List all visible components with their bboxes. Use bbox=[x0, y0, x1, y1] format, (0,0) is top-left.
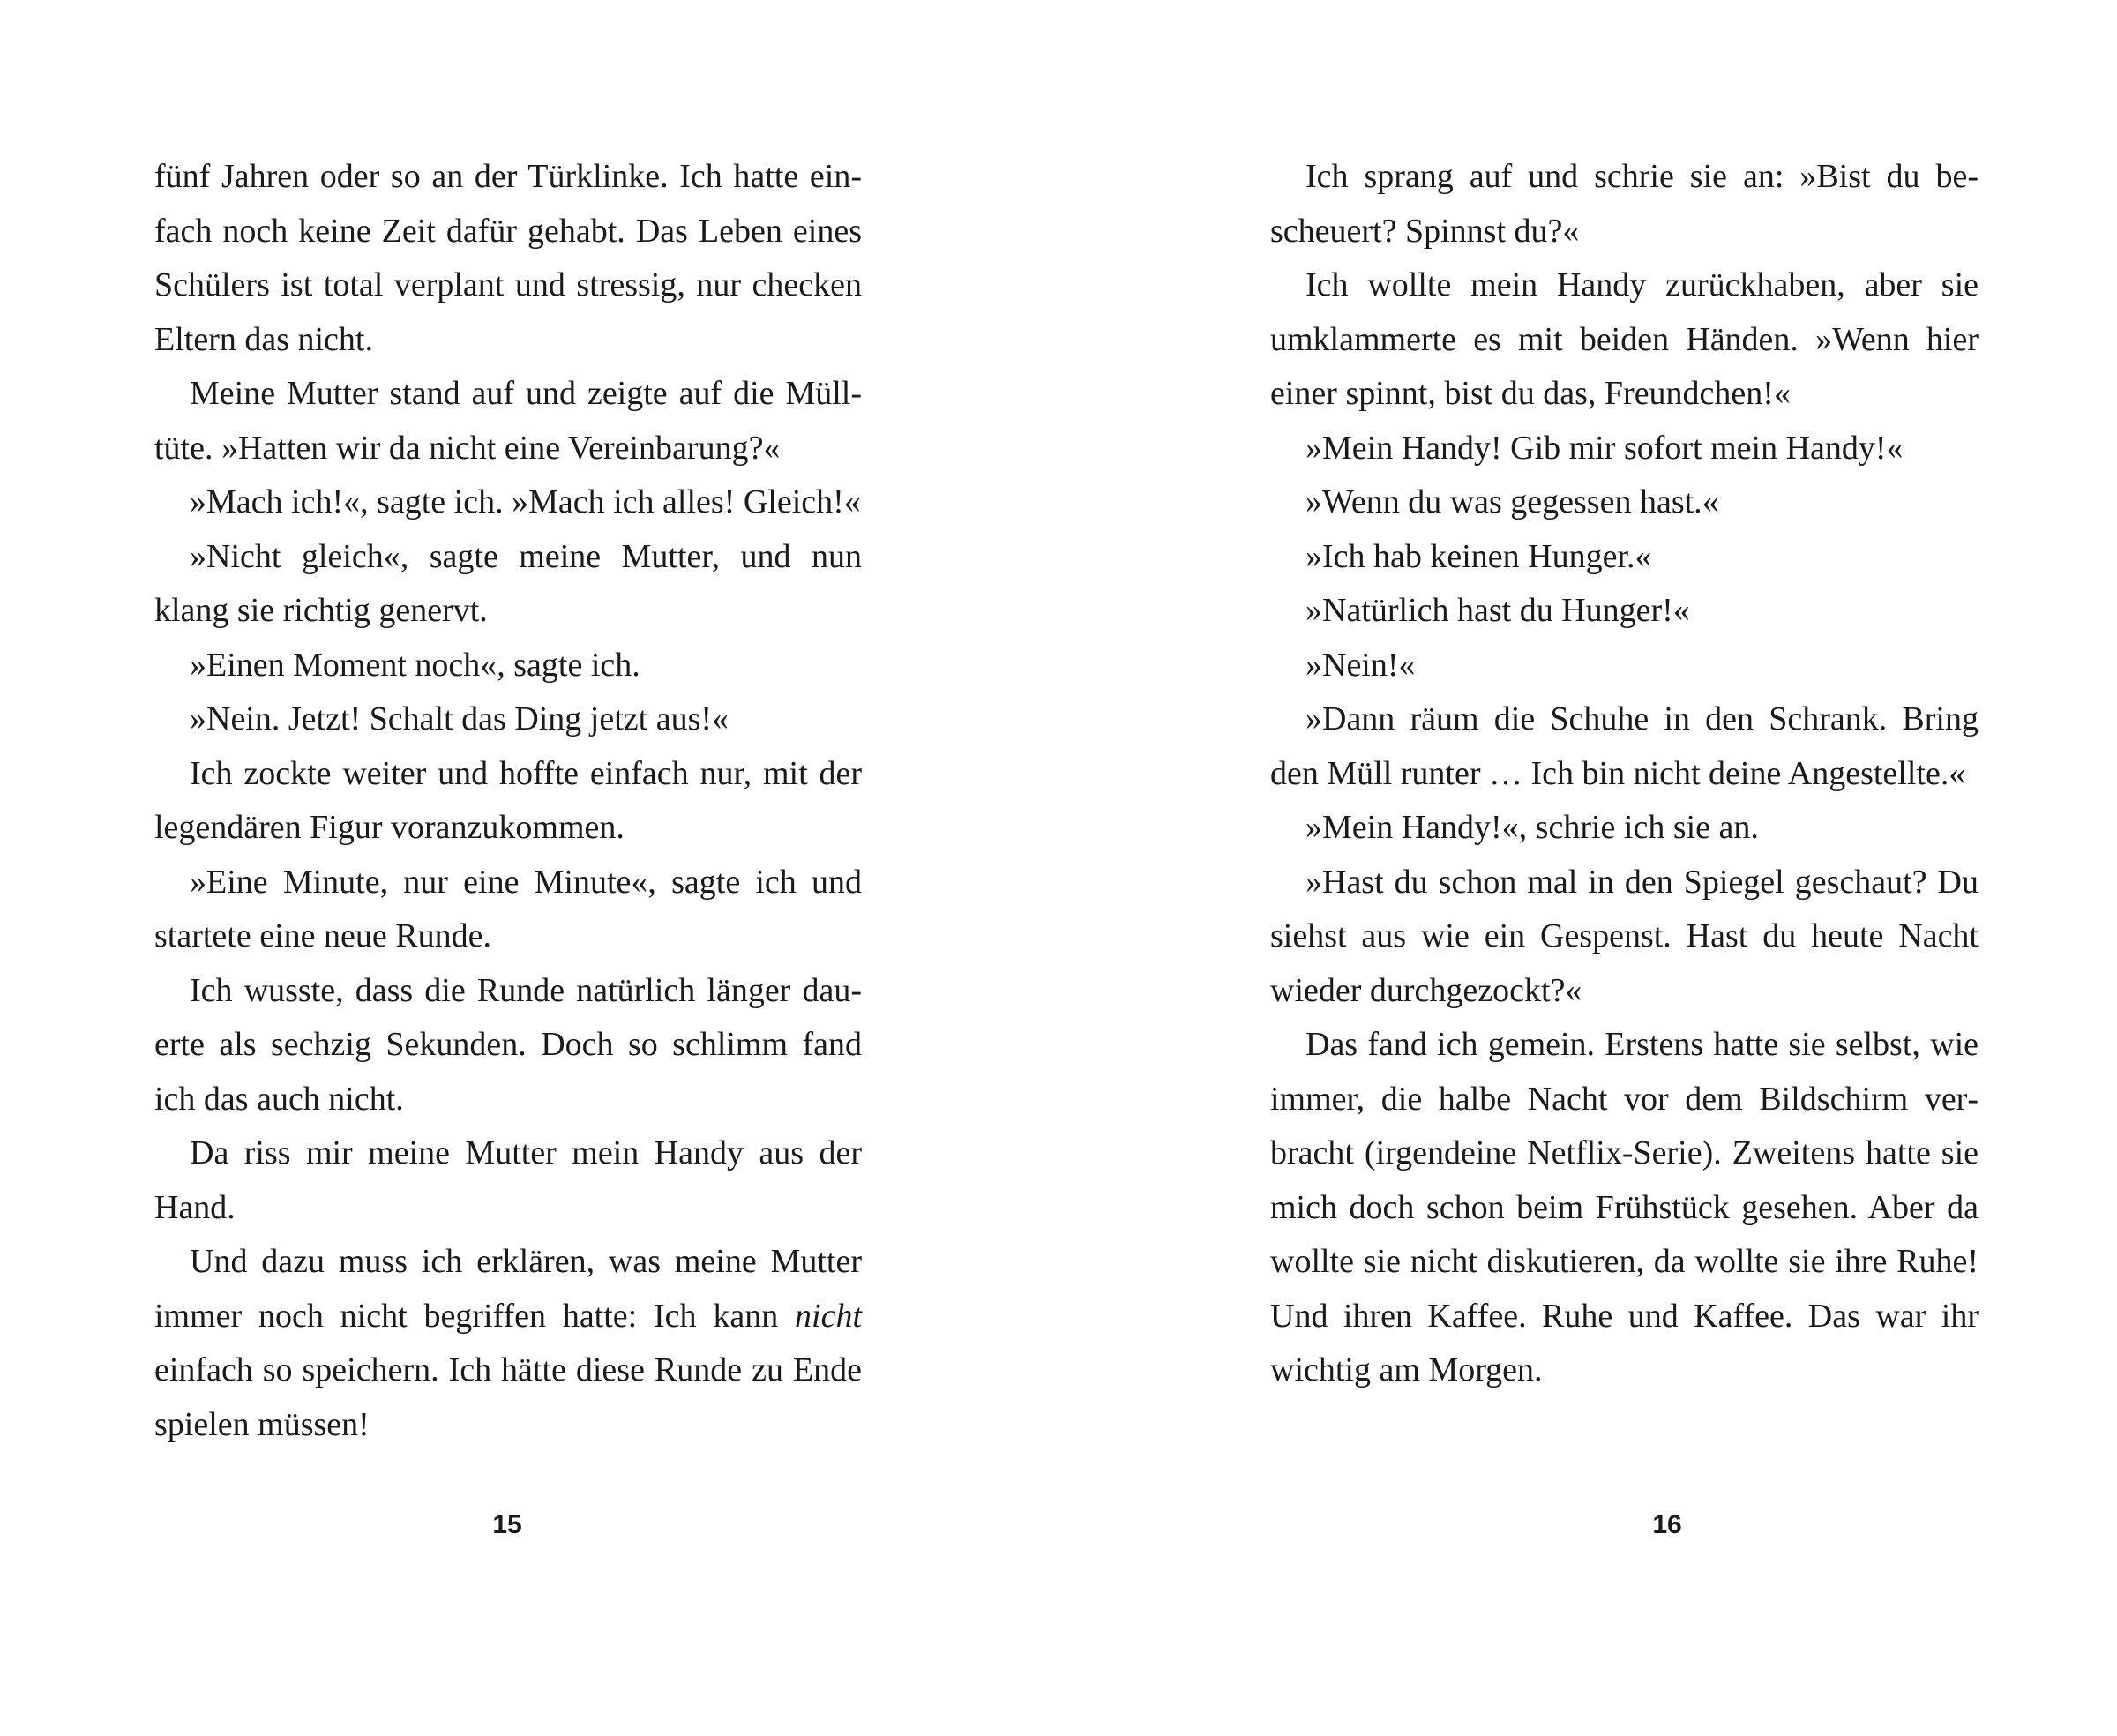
paragraph: Meine Mutter stand auf und zeigte auf die Mülltüte. »Hatten wir da nicht eine Vereinbarung?« bbox=[154, 375, 862, 467]
right-page bbox=[1058, 0, 2117, 1736]
page-number-left: 15 bbox=[492, 1510, 522, 1539]
paragraph: Ich wusste, dass die Runde natürlich länger dauerte als sechzig Sekunden. Doch so schlimm fand ich das auch nicht. bbox=[154, 971, 862, 1118]
paragraph: »Mein Handy! Gib mir sofort mein Handy!« bbox=[1305, 429, 1904, 467]
paragraph-with-emphasis bbox=[154, 1235, 862, 1452]
paragraph: Ich zockte weiter und hoffte einfach nur, mit der legendären Figur voranzukommen. bbox=[154, 754, 862, 846]
paragraph-text-before: Und dazu muss ich erklären, was meine Mutter immer noch nicht begriffen hatte: Ich kann bbox=[154, 1243, 862, 1335]
right-page-text bbox=[1270, 150, 1979, 1398]
paragraph: »Einen Moment noch«, sagte ich. bbox=[190, 646, 640, 684]
paragraph: »Nicht gleich«, sagte meine Mutter, und nun klang sie richtig genervt. bbox=[154, 537, 862, 629]
paragraph: »Natürlich hast du Hunger!« bbox=[1305, 592, 1690, 629]
paragraph-text-after: einfach so speichern. Ich hätte diese Runde zu Ende spielen müssen! bbox=[154, 1351, 862, 1443]
paragraph: »Ich hab keinen Hunger.« bbox=[1305, 537, 1652, 575]
emphasized-word: nicht bbox=[795, 1297, 862, 1335]
left-page-text bbox=[154, 150, 862, 1452]
paragraph: »Nein!« bbox=[1305, 646, 1416, 684]
page-number-right: 16 bbox=[1652, 1510, 1682, 1539]
paragraph: Da riss mir meine Mutter mein Handy aus der Hand. bbox=[154, 1134, 862, 1226]
paragraph: »Mach ich!«, sagte ich. »Mach ich alles! Gleich!« bbox=[190, 483, 861, 520]
left-page bbox=[0, 0, 1058, 1736]
paragraph: »Dann räum die Schuhe in den Schrank. Bring den Müll runter … Ich bin nicht deine Angestellte.« bbox=[1270, 700, 1979, 792]
paragraph: »Mein Handy!«, schrie ich sie an. bbox=[1305, 809, 1759, 846]
paragraph: »Wenn du was gegessen hast.« bbox=[1305, 483, 1719, 520]
paragraph: Das fand ich gemein. Erstens hatte sie selbst, wie immer, die halbe Nacht vor dem Bildschirm verbracht (irgendeine Netflix-Serie). Zweitens hatte sie mich doch schon beim Frühstück gesehen. Aber da wollte sie nicht diskutieren, da wollte sie ihre Ruhe! Und ihren Kaffee. Ruhe und Kaffee. Das war ihr wichtig am Morgen. bbox=[1270, 1026, 1979, 1388]
paragraph: »Eine Minute, nur eine Minute«, sagte ich und startete eine neue Runde. bbox=[154, 863, 862, 954]
paragraph: »Hast du schon mal in den Spiegel geschaut? Du siehst aus wie ein Gespenst. Hast du heute Nacht wieder durchgezockt?« bbox=[1270, 863, 1979, 1009]
paragraph: fünf Jahren oder so an der Türklinke. Ich hatte einfach noch keine Zeit dafür gehabt. Das Leben eines Schülers ist total verplant und stressig, nur checken Eltern das nicht. bbox=[154, 158, 862, 358]
paragraph: »Nein. Jetzt! Schalt das Ding jetzt aus!« bbox=[190, 700, 729, 737]
paragraph: Ich wollte mein Handy zurückhaben, aber sie umklammerte es mit beiden Händen. »Wenn hier einer spinnt, bist du das, Freundchen!« bbox=[1270, 266, 1979, 412]
paragraph: Ich sprang auf und schrie sie an: »Bist du bescheuert? Spinnst du?« bbox=[1270, 158, 1979, 250]
